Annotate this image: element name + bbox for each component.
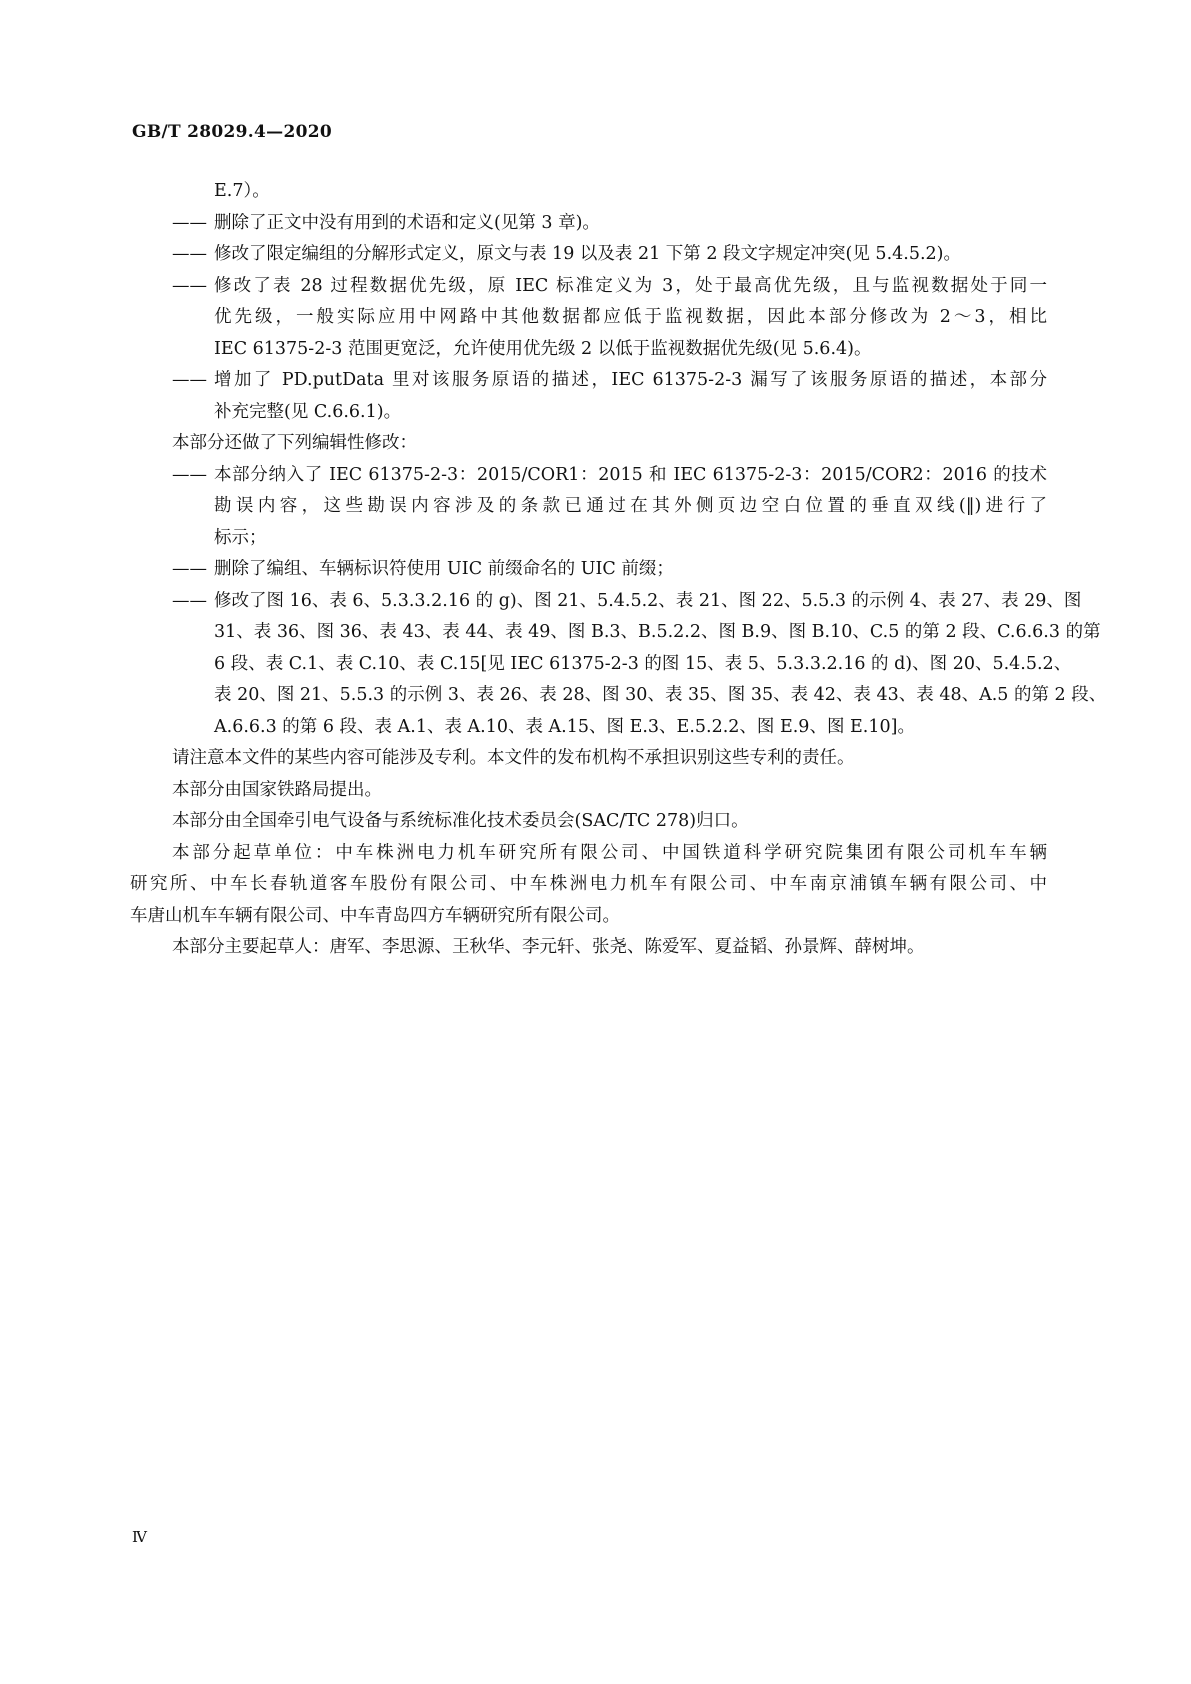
- text-line: 本部分由国家铁路局提出。: [172, 779, 382, 800]
- list-item-text: 修改了限定编组的分解形式定义，原文与表 19 以及表 21 下第 2 段文字规定冲突(见 5.4.5.2)。: [214, 244, 961, 264]
- text-line: [172, 586, 1082, 618]
- text-line: 研究所、中车长春轨道客车股份有限公司、中车株洲电力机车有限公司、中车南京浦镇车辆有限公司、中: [130, 874, 1047, 894]
- text-line: [172, 554, 1047, 586]
- text-line: 6 段、表 C.1、表 C.10、表 C.15[见 IEC 61375-2-3 的图 15、表 5、5.3.3.2.16 的 d)、图 20、5.4.5.2、: [214, 653, 1072, 674]
- text-line: 标示；: [214, 527, 267, 548]
- text-line: 补充完整(见 C.6.6.1)。: [214, 401, 402, 422]
- list-dash: ——: [172, 590, 207, 611]
- text-line: [172, 460, 1047, 492]
- text-line: [172, 239, 1047, 271]
- list-dash: ——: [172, 464, 207, 485]
- list-item-text: 删除了正文中没有用到的术语和定义(见第 3 章)。: [214, 212, 600, 233]
- list-item-text: 修改了图 16、表 6、5.3.3.2.16 的 g)、图 21、5.4.5.2、表 21、图 22、5.5.3 的示例 4、表 27、表 29、图: [214, 590, 1082, 611]
- text-line: 请注意本文件的某些内容可能涉及专利。本文件的发布机构不承担识别这些专利的责任。: [172, 748, 855, 768]
- text-line: 31、表 36、图 36、表 43、表 44、表 49、图 B.3、B.5.2.2、图 B.9、图 B.10、C.5 的第 2 段、C.6.6.3 的第: [214, 622, 1101, 642]
- list-item-text: 本部分纳入了 IEC 61375-2-3：2015/COR1：2015 和 IEC 61375-2-3：2015/COR2：2016 的技术: [214, 464, 1047, 485]
- list-item-text: 删除了编组、车辆标识符使用 UIC 前缀命名的 UIC 前缀；: [214, 559, 674, 579]
- text-line: A.6.6.3 的第 6 段、表 A.1、表 A.10、表 A.15、图 E.3、E.5.2.2、图 E.9、图 E.10]。: [214, 716, 915, 737]
- text-line: [172, 271, 1047, 303]
- text-line: 本部分还做了下列编辑性修改：: [172, 433, 417, 453]
- list-dash: ——: [172, 275, 207, 296]
- text-line: E.7）。: [214, 181, 270, 201]
- text-line: 表 20、图 21、5.5.3 的示例 3、表 26、表 28、图 30、表 35、图 35、表 42、表 43、表 48、A.5 的第 2 段、: [214, 685, 1107, 705]
- text-line: 车唐山机车车辆有限公司、中车青岛四方车辆研究所有限公司。: [130, 905, 620, 926]
- text-line: 本部分由全国牵引电气设备与系统标准化技术委员会(SAC/TC 278)归口。: [172, 811, 749, 831]
- text-line: IEC 61375-2-3 范围更宽泛，允许使用优先级 2 以低于监视数据优先级(见 5.6.4)。: [214, 338, 872, 359]
- list-dash: ——: [172, 244, 207, 264]
- text-line: 本部分起草单位：中车株洲电力机车研究所有限公司、中国铁道科学研究院集团有限公司机车车辆: [172, 842, 1047, 863]
- document-id-header: GB/T 28029.4—2020: [132, 122, 332, 142]
- list-dash: ——: [172, 370, 207, 390]
- text-line: 勘误内容，这些勘误内容涉及的条款已通过在其外侧页边空白位置的垂直双线(‖)进行了: [214, 496, 1047, 516]
- list-dash: ——: [172, 212, 207, 233]
- text-line: [172, 208, 1047, 240]
- list-item-text: 修改了表 28 过程数据优先级，原 IEC 标准定义为 3，处于最高优先级，且与监视数据处于同一: [214, 275, 1047, 296]
- text-line: 优先级，一般实际应用中网路中其他数据都应低于监视数据，因此本部分修改为 2～3，相比: [214, 307, 1047, 327]
- text-line: 本部分主要起草人：唐军、李思源、王秋华、李元轩、张尧、陈爱军、夏益韬、孙景辉、薛树坤。: [172, 937, 925, 957]
- list-item-text: 增加了 PD.putData 里对该服务原语的描述，IEC 61375-2-3 漏写了该服务原语的描述，本部分: [214, 370, 1047, 390]
- text-line: [172, 365, 1047, 397]
- page-number: Ⅳ: [132, 1528, 147, 1546]
- list-dash: ——: [172, 559, 207, 579]
- document-body: [130, 176, 1107, 964]
